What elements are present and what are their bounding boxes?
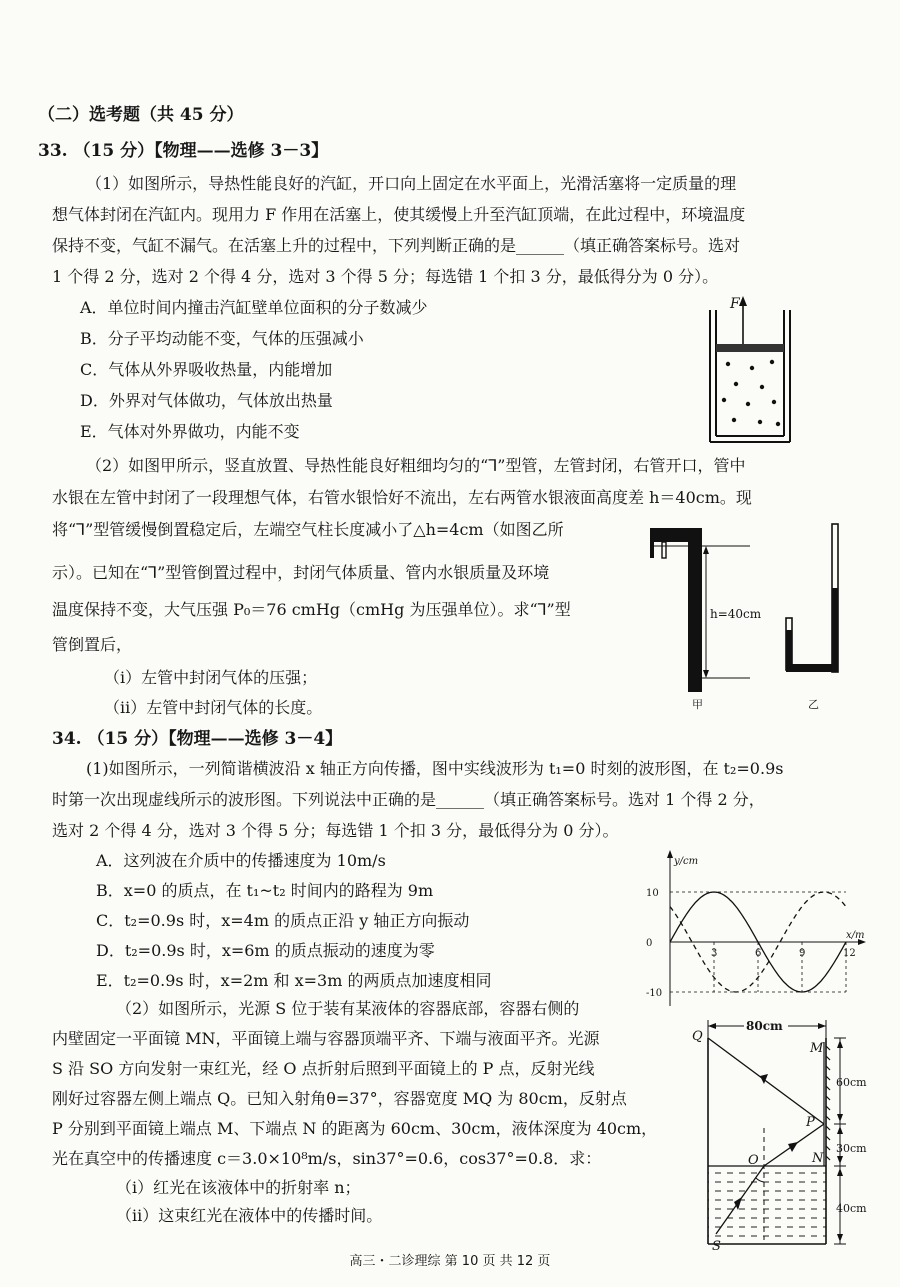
x-tick-label: 3: [711, 948, 718, 959]
label-p: P: [806, 1115, 815, 1130]
width-label: 80cm: [746, 1019, 783, 1033]
q33-option-e: E．气体对外界做功，内能不变: [80, 422, 300, 441]
page-footer: 高三・二诊理综 第 10 页 共 12 页: [349, 1254, 551, 1269]
label-q: Q: [692, 1029, 703, 1044]
label-m: M: [810, 1041, 824, 1056]
q33-p2-line3: 将“⅂”型管缓慢倒置稳定后，左端空气柱长度减小了△h=4cm（如图乙所: [52, 520, 564, 539]
ray-arrow-2: [788, 1142, 798, 1152]
tube-yi: [786, 524, 838, 711]
label-o: O: [748, 1153, 759, 1168]
q33-p1-line3: 保持不变，气缸不漏气。在活塞上升的过程中，下列判断正确的是______（填正确答案标号。选对: [52, 236, 741, 255]
q34-sub-i: （i）红光在该液体中的折射率 n；: [116, 1178, 361, 1197]
q33-p2-line1: （2）如图甲所示，竖直放置、导热性能良好粗细均匀的“⅂”型管，左管封闭，右管开口，管中: [86, 456, 746, 475]
q34-p2-line4: 刚好过容器左侧上端点 Q。已知入射角θ=37°，容器宽度 MQ 为 80cm，反射点: [52, 1089, 627, 1108]
q34-p1-line3: 选对 2 个得 4 分，选对 3 个得 5 分；每选错 1 个扣 3 分，最低得分为 0 分）。: [52, 821, 619, 840]
q34-sub-ii: （ii）这束红光在液体中的传播时间。: [116, 1206, 383, 1225]
gas-molecules: [722, 360, 780, 426]
q33-p1-line4: 1 个得 2 分，选对 2 个得 4 分，选对 3 个得 5 分；每选错 1 个扣 3 分，最低得分为 0 分）。: [52, 267, 719, 286]
wave-chart: [640, 846, 870, 1002]
q33-p2-line6: 管倒置后，: [52, 635, 133, 654]
q34-p1-line2: 时第一次出现虚线所示的波形图。下列说法中正确的是______（填正确答案标号。选对 1 个得 2 分，: [52, 790, 765, 809]
q34-p2-line3: S 沿 SO 方向发射一束红光，经 O 点折射后照到平面镜上的 P 点，反射光线: [52, 1059, 595, 1078]
q34-option-c: C．t₂=0.9s 时，x=4m 的质点正沿 y 轴正方向振动: [96, 911, 470, 930]
u-tube-figure: [640, 518, 860, 710]
y-tick-label: 10: [646, 888, 659, 899]
label-jia: 甲: [692, 698, 703, 711]
liquid: [708, 1166, 826, 1244]
q34-option-a: A．这列波在介质中的传播速度为 10m/s: [96, 851, 386, 870]
force-arrowhead: [739, 296, 747, 306]
q34-option-d: D．t₂=0.9s 时，x=6m 的质点振动的速度为零: [96, 941, 435, 960]
label-yi: 乙: [808, 698, 819, 711]
force-label: F: [730, 296, 740, 312]
q33-option-a: A．单位时间内撞击汽缸壁单位面积的分子数减少: [80, 298, 428, 317]
q33-option-d: D．外界对气体做功，气体放出热量: [80, 391, 333, 410]
q33-p2-line2: 水银在左管中封闭了一段理想气体，右管水银恰好不流出，左右两管水银液面高度差 h＝40cm。现: [52, 488, 752, 507]
q34-p1-line1: (1)如图所示，一列简谐横波沿 x 轴正方向传播，图中实线波形为 t₁=0 时刻的波形图，在 t₂=0.9s: [86, 759, 784, 778]
q33-p2-line4: 示）。已知在“⅂”型管倒置过程中，封闭气体质量、管内水银质量及环境: [52, 563, 550, 582]
q33-option-c: C．气体从外界吸收热量，内能增加: [80, 360, 333, 379]
q33-p1-line1: （1）如图所示，导热性能良好的汽缸，开口向上固定在水平面上，光滑活塞将一定质量的理: [86, 174, 737, 193]
dim-40cm: 40cm: [836, 1202, 867, 1215]
q34-p2-line2: 内壁固定一平面镜 MN，平面镜上端与容器顶端平齐、下端与液面平齐。光源: [52, 1029, 600, 1048]
y-axis-arrow: [667, 850, 673, 858]
q34-header: 34. （15 分）【物理——选修 3－4】: [52, 729, 343, 749]
dim-60cm: 60cm: [836, 1076, 867, 1089]
y-axis-label: y/cm: [674, 856, 699, 867]
y-tick-label: 0: [646, 938, 653, 949]
mirror-mn: [824, 1042, 830, 1166]
x-tick-label: 12: [843, 948, 856, 959]
q34-option-b: B．x=0 的质点，在 t₁~t₂ 时间内的路程为 9m: [96, 881, 434, 900]
q34-p2-line6: 光在真空中的传播速度 c＝3.0×10⁸m/s，sin37°=0.6，cos37°=0.8．求：: [52, 1149, 602, 1168]
x-tick-label: 9: [799, 948, 806, 959]
q33-option-b: B．分子平均动能不变，气体的压强减小: [80, 329, 364, 348]
height-label: h=40cm: [710, 607, 762, 621]
q33-sub-i: （i）左管中封闭气体的压强；: [104, 668, 318, 687]
ray-arrow-3: [760, 1074, 768, 1084]
q33-sub-ii: （ii）左管中封闭气体的长度。: [104, 698, 323, 717]
q33-p1-line2: 想气体封闭在汽缸内。现用力 F 作用在活塞上，使其缓慢上升至汽缸顶端，在此过程中，环境温度: [52, 205, 746, 224]
q34-p2-line5: P 分别到平面镜上端点 M、下端点 N 的距离为 60cm、30cm，液体深度为 40cm，: [52, 1119, 658, 1138]
piston: [716, 344, 784, 352]
tube-jia: [650, 528, 762, 711]
label-n: N: [812, 1151, 824, 1166]
q34-option-e: E．t₂=0.9s 时，x=2m 和 x=3m 的两质点加速度相同: [96, 971, 492, 990]
dim-30cm: 30cm: [836, 1142, 867, 1155]
q34-p2-line1: （2）如图所示，光源 S 位于装有某液体的容器底部，容器右侧的: [116, 999, 580, 1018]
y-tick-label: -10: [646, 988, 663, 999]
x-tick-label: 6: [755, 948, 762, 959]
x-axis-label: x/m: [846, 930, 865, 941]
cylinder-figure: [700, 292, 800, 448]
section-title: （二）选考题（共 45 分）: [38, 105, 244, 125]
q33-header: 33. （15 分）【物理——选修 3－3】: [38, 141, 329, 161]
label-s: S: [712, 1239, 721, 1254]
q33-p2-line5: 温度保持不变，大气压强 P₀＝76 cmHg（cmHg 为压强单位）。求“⅂”型: [52, 600, 571, 619]
optics-figure: [690, 1016, 890, 1252]
